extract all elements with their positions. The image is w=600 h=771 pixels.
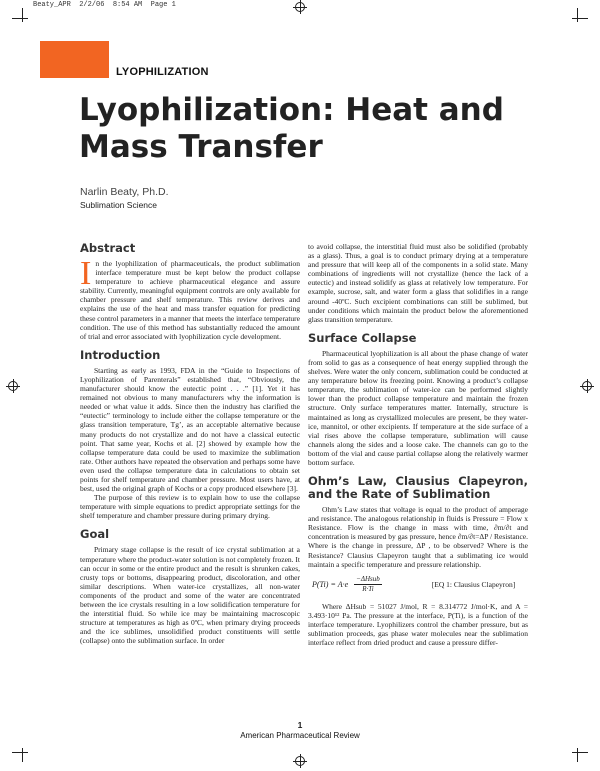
registration-mark-bottom <box>293 754 307 768</box>
equation-label: [EQ 1: Clausius Clapeyron] <box>431 579 516 589</box>
left-column <box>80 242 300 645</box>
abstract-heading: Abstract <box>80 241 136 255</box>
ohms-law-paragraph: Where ΔHsub = 51027 J/mol, R = 8.314772 J/mol·K, and A = 3.493·10¹² Pa. The pressure at the interface, P(Ti), is a function of the interface temperature. Lyophilizers control the chamber pressure, but as sublimation proceeds, gas phase water molecules near the sublimation interface reflect from dried product and cause a pressure differ- <box>308 601 528 648</box>
crop-mark <box>22 748 23 762</box>
crop-mark <box>577 8 578 22</box>
article-title: Lyophilization: Heat and Mass Transfer <box>79 92 504 165</box>
surface-collapse-paragraph: Pharmaceutical lyophilization is all about the phase change of water from solid to gas as a consequence of heat energy supplied through the shelves. Were water the only concern, sublimation could be conducted at any temperature below its freezing point. Knowing a product’s collapse temperature, the sublimation of water-ice can be performed slightly lower than the product collapse temperature and maintain the frozen structure. Only surface temperatures matter. Internally, structure is maintained as long as crystallized molecules are present, be they water-ice, mannitol, or other excipients. If temperature at the side surface of a vial rises above the collapse temperature, sublimation will cause channels along the sides and a loose cake. The channels can go to the bottom of the vial and cause partial collapse along the relatively warmer bottom surface. <box>308 348 528 467</box>
print-slug: Beaty_APR 2/2/06 8:54 AM Page 1 <box>33 1 176 9</box>
crop-mark <box>577 748 578 762</box>
crop-mark <box>572 752 588 753</box>
goal-continued-paragraph: to avoid collapse, the interstitial fluid must also be solidified (probably as a glass). Thus, a goal is to conduct primary drying at a temperature and pressure that will keep all of the components in a solid state. Many combinations of ingredients will not crystallize (hence the lack of a eutectic) and instead solidify as glass at relatively low temperature. For example, sucrose, salt, and water form a glass that solidifies in a range around -40ºC. Such excipient combinations can still be sublimed, but under conditions which maintain the product below the aforementioned glass transition temperature. <box>308 242 528 324</box>
registration-mark-right <box>580 379 594 393</box>
goal-heading: Goal <box>80 527 110 542</box>
introduction-paragraph: Starting as early as 1993, FDA in the “Guide to Inspections of Lyophilization of Parenterals” established that, “Obviously, the manufacturer should know the eutectic point . . .” [1]. Yet it has remained not obvious to many manufacturers why the information is needed or what value it adds. Since then the industry has clarified the “eutectic” terminology to include either the collapse temperature or the glass transition temperature, Tg’, as an acceptable alternative because many products do not crystallize and do not have a classical eutectic point. That same year, Kochs et al. [2] showed by example how the collapse temperature data could be used to maximize the sublimation rate. Other authors have repeated the observation and perhaps some have even used the collapse temperature data in calculations to obtain set points for shelf temperature and chamber pressure. Most users have, at best, used the original graph of Kochs or a copy produced elsewhere [3]. <box>80 365 300 494</box>
page-number: 1 <box>297 720 303 730</box>
section-color-block <box>40 41 109 78</box>
drop-cap: I <box>80 255 92 292</box>
ohms-law-paragraph: Ohm’s Law states that voltage is equal to the product of amperage and resistance. The analogous relationship in fluids is Pressure = Flow x Resistance. Flow is the change in mass with time, ∂m/∂t and concentration is measured by gas pressure, hence ∂m/∂t=ΔP / Resistance. Where is the change in pressure, ΔP , to be observed? Where is the Resistance? Clausius Clapeyron taught that a sublimating ice would maintain a specific temperature and pressure relationship. <box>308 505 528 569</box>
crop-mark <box>22 8 23 22</box>
exponent-denominator: R·Ti <box>362 584 374 593</box>
crop-mark <box>12 18 28 19</box>
abstract-text: In the lyophilization of pharmaceuticals, the product sublimation interface temperature must be kept below the product collapse temperature to achieve pharmaceutical elegance and assure stability. Currently, meaningful equipment controls are only available for chamber pressure and shelf temperature. This review derives and explains the use of the heat and mass transfer equation for predicting these control parameters in a manner that meets the interface temperature condition. The use of this method has substantially reduced the amount of trial and error associated with lyophilization cycle development. <box>80 255 300 341</box>
goal-paragraph: Primary stage collapse is the result of ice crystal sublimation at a temperature where the product-water solution is not completely frozen. It can occur in some or the entire product and the result is shrunken cakes, crusty tops or bottoms, disappearing product, discoloration, and other similar descriptions. When water-ice crystallizes, all non-water components of the product and some of the water are concentrated between the ice crystals resulting in a low solidification temperature for the interstitial fluid. So while ice may be maintaining macroscopic structure at temperatures as high as 0ºC, when primary drying proceeds and the ice sublimes, unsolidified product constituents will settle (collapse) onto the sublimation surface. In order <box>80 545 300 646</box>
equation-lhs: P(Ti) = A·e <box>312 579 349 589</box>
registration-mark-left <box>6 379 20 393</box>
equation-exponent <box>354 575 382 594</box>
introduction-paragraph: The purpose of this review is to explain how to use the collapse temperature with simple equations to predict appropriate settings for the shelf temperature and chamber pressure during primary drying. <box>80 493 300 521</box>
ohms-law-heading: Ohm’s Law, Clausius Clapeyron, and the Rate of Sublimation <box>308 474 528 502</box>
introduction-heading: Introduction <box>80 347 161 362</box>
author-name: Narlin Beaty, Ph.D. <box>80 186 169 198</box>
author-affiliation: Sublimation Science <box>80 200 158 210</box>
surface-collapse-heading: Surface Collapse <box>308 330 417 345</box>
crop-mark <box>12 752 28 753</box>
journal-name: American Pharmaceutical Review <box>240 731 360 740</box>
crop-mark <box>572 18 588 19</box>
right-column <box>308 242 528 647</box>
exponent-numerator: −ΔHsub <box>354 575 382 585</box>
registration-mark-top <box>293 0 307 14</box>
equation-clausius-clapeyron <box>312 575 528 594</box>
section-label: LYOPHILIZATION <box>116 66 209 78</box>
